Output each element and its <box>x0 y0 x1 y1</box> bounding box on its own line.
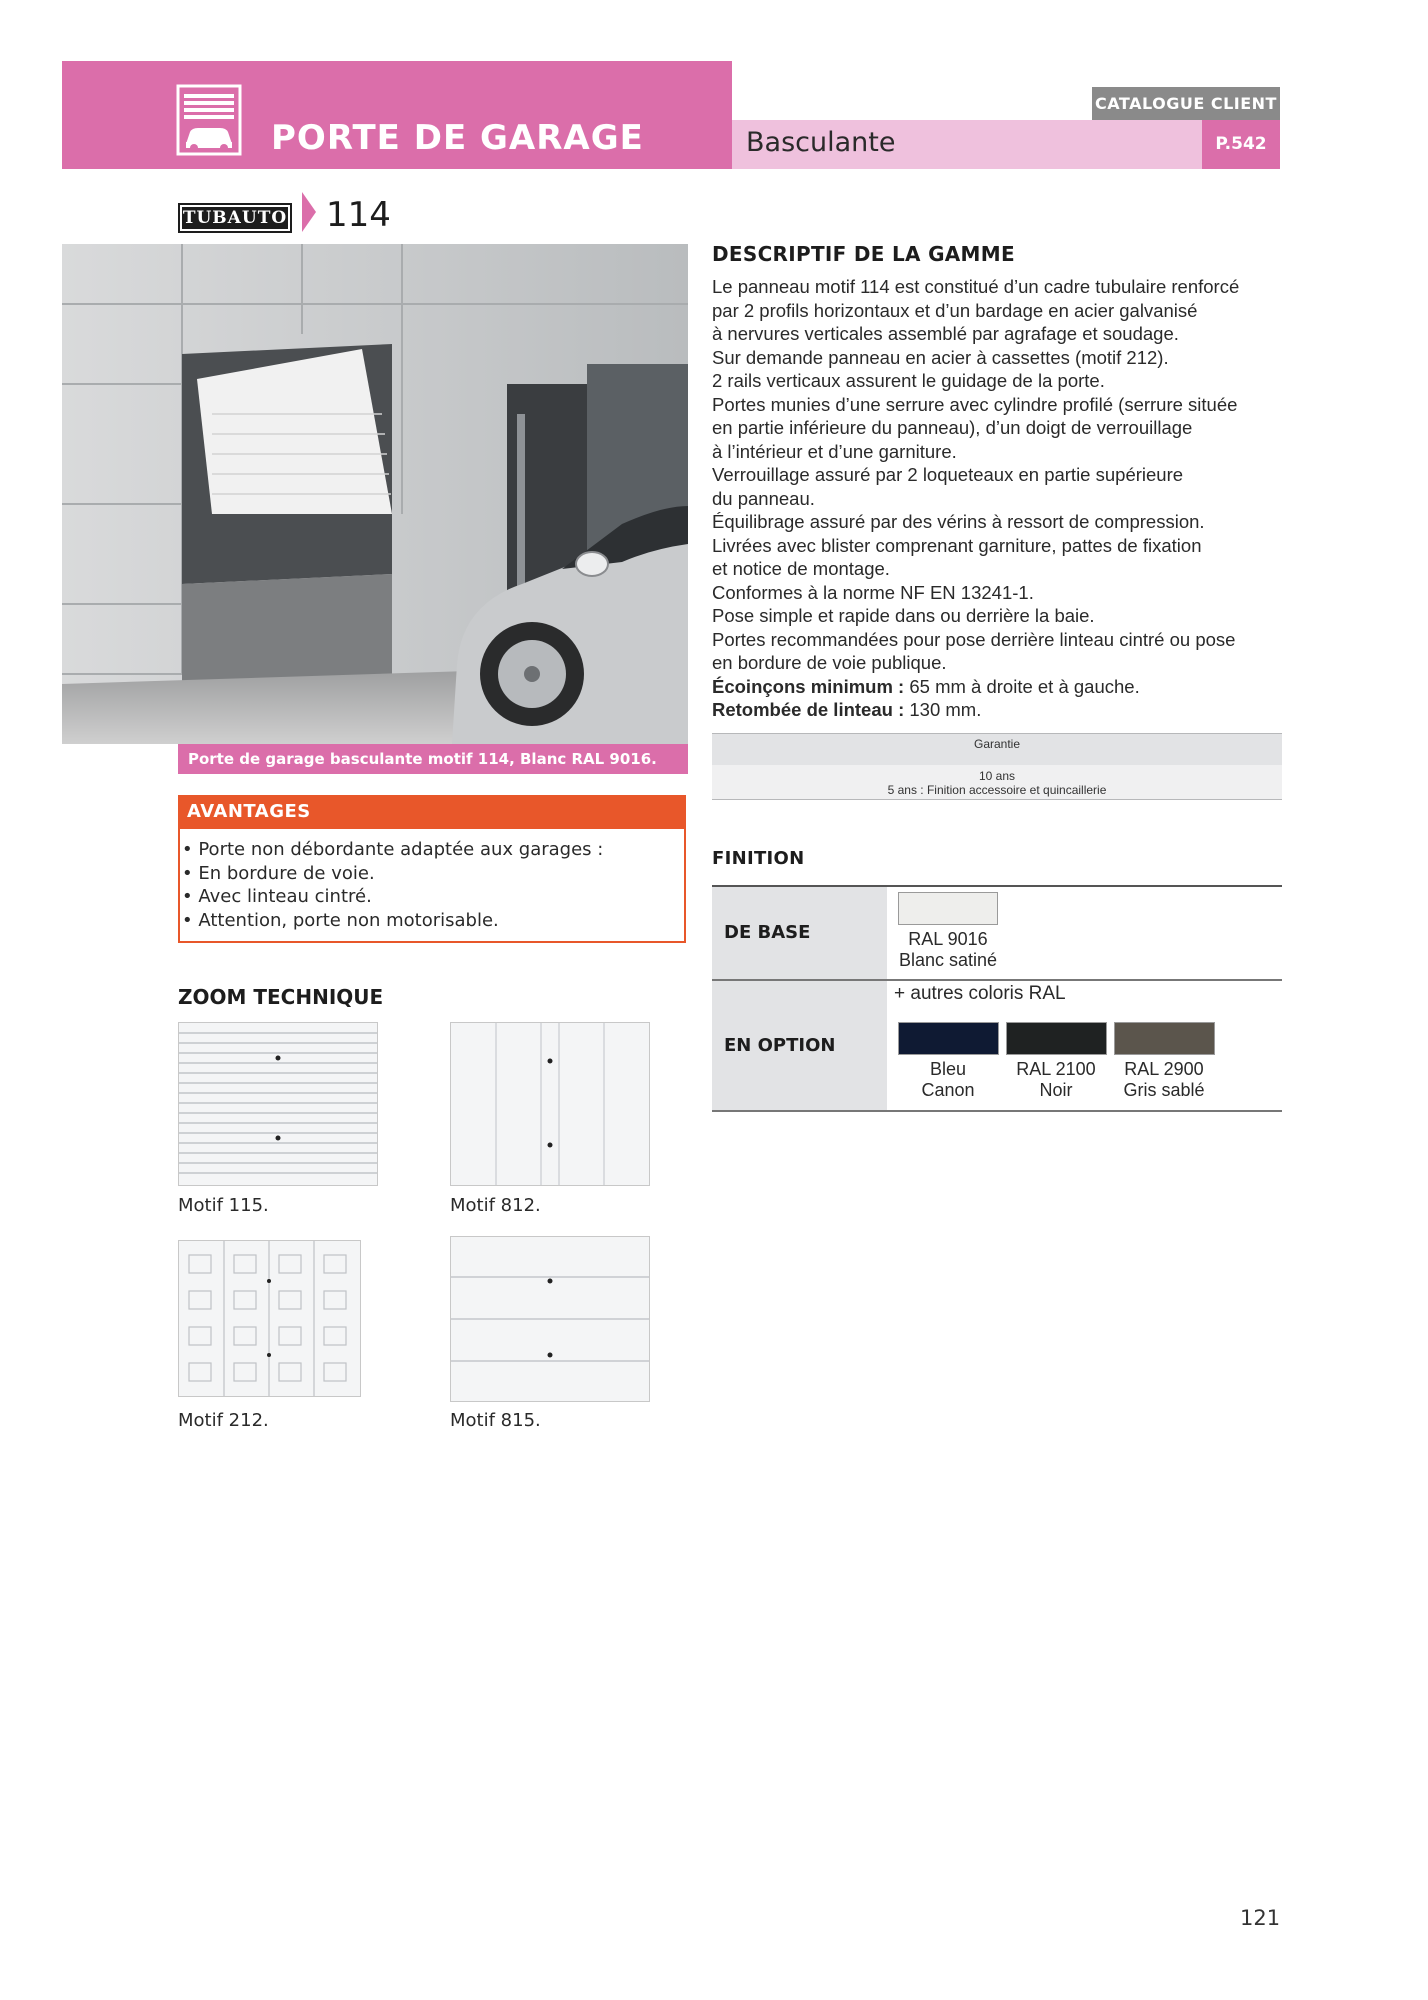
photo-caption: Porte de garage basculante motif 114, Blanc RAL 9016. <box>178 744 688 774</box>
swatch-name: Canon <box>921 1080 975 1100</box>
page-title: PORTE DE GARAGE <box>271 118 644 158</box>
swatch-label <box>868 929 1028 971</box>
garage-icon <box>176 84 242 156</box>
description-line: en bordure de voie publique. <box>712 652 947 673</box>
warranty-duration: 10 ans <box>978 769 1016 783</box>
motif-815-image <box>450 1236 650 1402</box>
description-line: Livrées avec blister comprenant garniture, pattes de fixation <box>712 534 1202 556</box>
swatch-label <box>996 1059 1116 1101</box>
description-line: Portes recommandées pour pose derrière linteau cintré ou pose <box>712 628 1236 650</box>
finish-base-label: DE BASE <box>712 887 887 979</box>
zoom-technique-title: ZOOM TECHNIQUE <box>178 985 384 1009</box>
ecoincons-line <box>712 675 1282 699</box>
description-line: Pose simple et rapide dans ou derrière la baie. <box>712 605 1095 626</box>
swatch-name: Gris sablé <box>1123 1080 1205 1100</box>
description-line: Conformes à la norme NF EN 13241-1. <box>712 581 1034 603</box>
swatch-name: Blanc satiné <box>898 950 998 970</box>
color-swatch-sand-grey <box>1114 1022 1215 1055</box>
retombee-value: 130 mm. <box>904 699 982 720</box>
description-line: Le panneau motif 114 est constitué d’un cadre tubulaire renforcé <box>712 276 1240 297</box>
motif-212-image <box>178 1240 361 1397</box>
description-line: par 2 profils horizontaux et d’un bardage en acier galvanisé <box>712 299 1198 321</box>
swatch-code: RAL 2100 <box>1016 1059 1096 1079</box>
motif-115-image <box>178 1022 378 1186</box>
ecoincons-value: 65 mm à droite et à gauche. <box>904 675 1140 697</box>
motif-812-image <box>450 1022 650 1186</box>
description-line: Équilibrage assuré par des vérins à ressort de compression. <box>712 511 1205 532</box>
swatch-code: RAL 9016 <box>908 929 988 949</box>
advantages-list <box>182 838 603 932</box>
divider <box>712 1110 1282 1112</box>
description-line: à l’intérieur et d’une garniture. <box>712 440 957 462</box>
retombee-line <box>712 698 1282 722</box>
product-photo <box>62 244 688 744</box>
description-line: Sur demande panneau en acier à cassettes (motif 212). <box>712 346 1169 368</box>
motif-label: Motif 815. <box>450 1410 541 1431</box>
description-body <box>712 275 1282 722</box>
swatch-label <box>1104 1059 1224 1101</box>
finish-option-label: EN OPTION <box>712 981 887 1110</box>
advantages-title: AVANTAGES <box>178 795 686 829</box>
list-item: • Attention, porte non motorisable. <box>182 909 603 933</box>
description-line: à nervures verticales assemblé par agrafage et soudage. <box>712 323 1179 344</box>
color-swatch-blue <box>898 1022 999 1055</box>
description-line: Portes munies d’une serrure avec cylindre profilé (serrure située <box>712 393 1238 415</box>
warranty-body <box>712 765 1282 800</box>
description-line: 2 rails verticaux assurent le guidage de la porte. <box>712 370 1105 391</box>
description-line: du panneau. <box>712 487 815 509</box>
motif-label: Motif 212. <box>178 1410 269 1431</box>
page-subtitle: Basculante <box>746 127 896 158</box>
color-swatch-white <box>898 892 998 925</box>
swatch-label <box>888 1059 1008 1101</box>
warranty-header: Garantie <box>712 733 1282 766</box>
page-number: 121 <box>1240 1906 1281 1930</box>
list-item: • Porte non débordante adaptée aux garages : <box>182 838 603 862</box>
finish-title: FINITION <box>712 848 805 869</box>
model-number: 114 <box>326 195 391 235</box>
color-swatch-black <box>1006 1022 1107 1055</box>
list-item: • Avec linteau cintré. <box>182 885 603 909</box>
description-title: DESCRIPTIF DE LA GAMME <box>712 242 1015 266</box>
list-item: • En bordure de voie. <box>182 862 603 886</box>
page-reference-badge: P.542 <box>1202 120 1280 169</box>
ecoincons-label: Écoinçons minimum : <box>712 675 905 697</box>
motif-label: Motif 812. <box>450 1195 541 1216</box>
warranty-detail: 5 ans : Finition accessoire et quincaillerie <box>887 783 1107 797</box>
swatch-code: RAL 2900 <box>1124 1059 1204 1079</box>
swatch-name: Noir <box>1039 1080 1073 1100</box>
brand-logo: TUBAUTO <box>178 203 292 233</box>
description-line: et notice de montage. <box>712 558 890 579</box>
other-colors-note: + autres coloris RAL <box>894 983 1066 1004</box>
catalogue-badge: CATALOGUE CLIENT <box>1092 87 1280 120</box>
swatch-code: Bleu <box>929 1059 967 1079</box>
chevron-right-icon <box>300 190 318 238</box>
retombee-label: Retombée de linteau : <box>712 699 905 720</box>
description-line: en partie inférieure du panneau), d’un doigt de verrouillage <box>712 417 1193 438</box>
motif-label: Motif 115. <box>178 1195 269 1216</box>
description-line: Verrouillage assuré par 2 loqueteaux en partie supérieure <box>712 464 1184 485</box>
